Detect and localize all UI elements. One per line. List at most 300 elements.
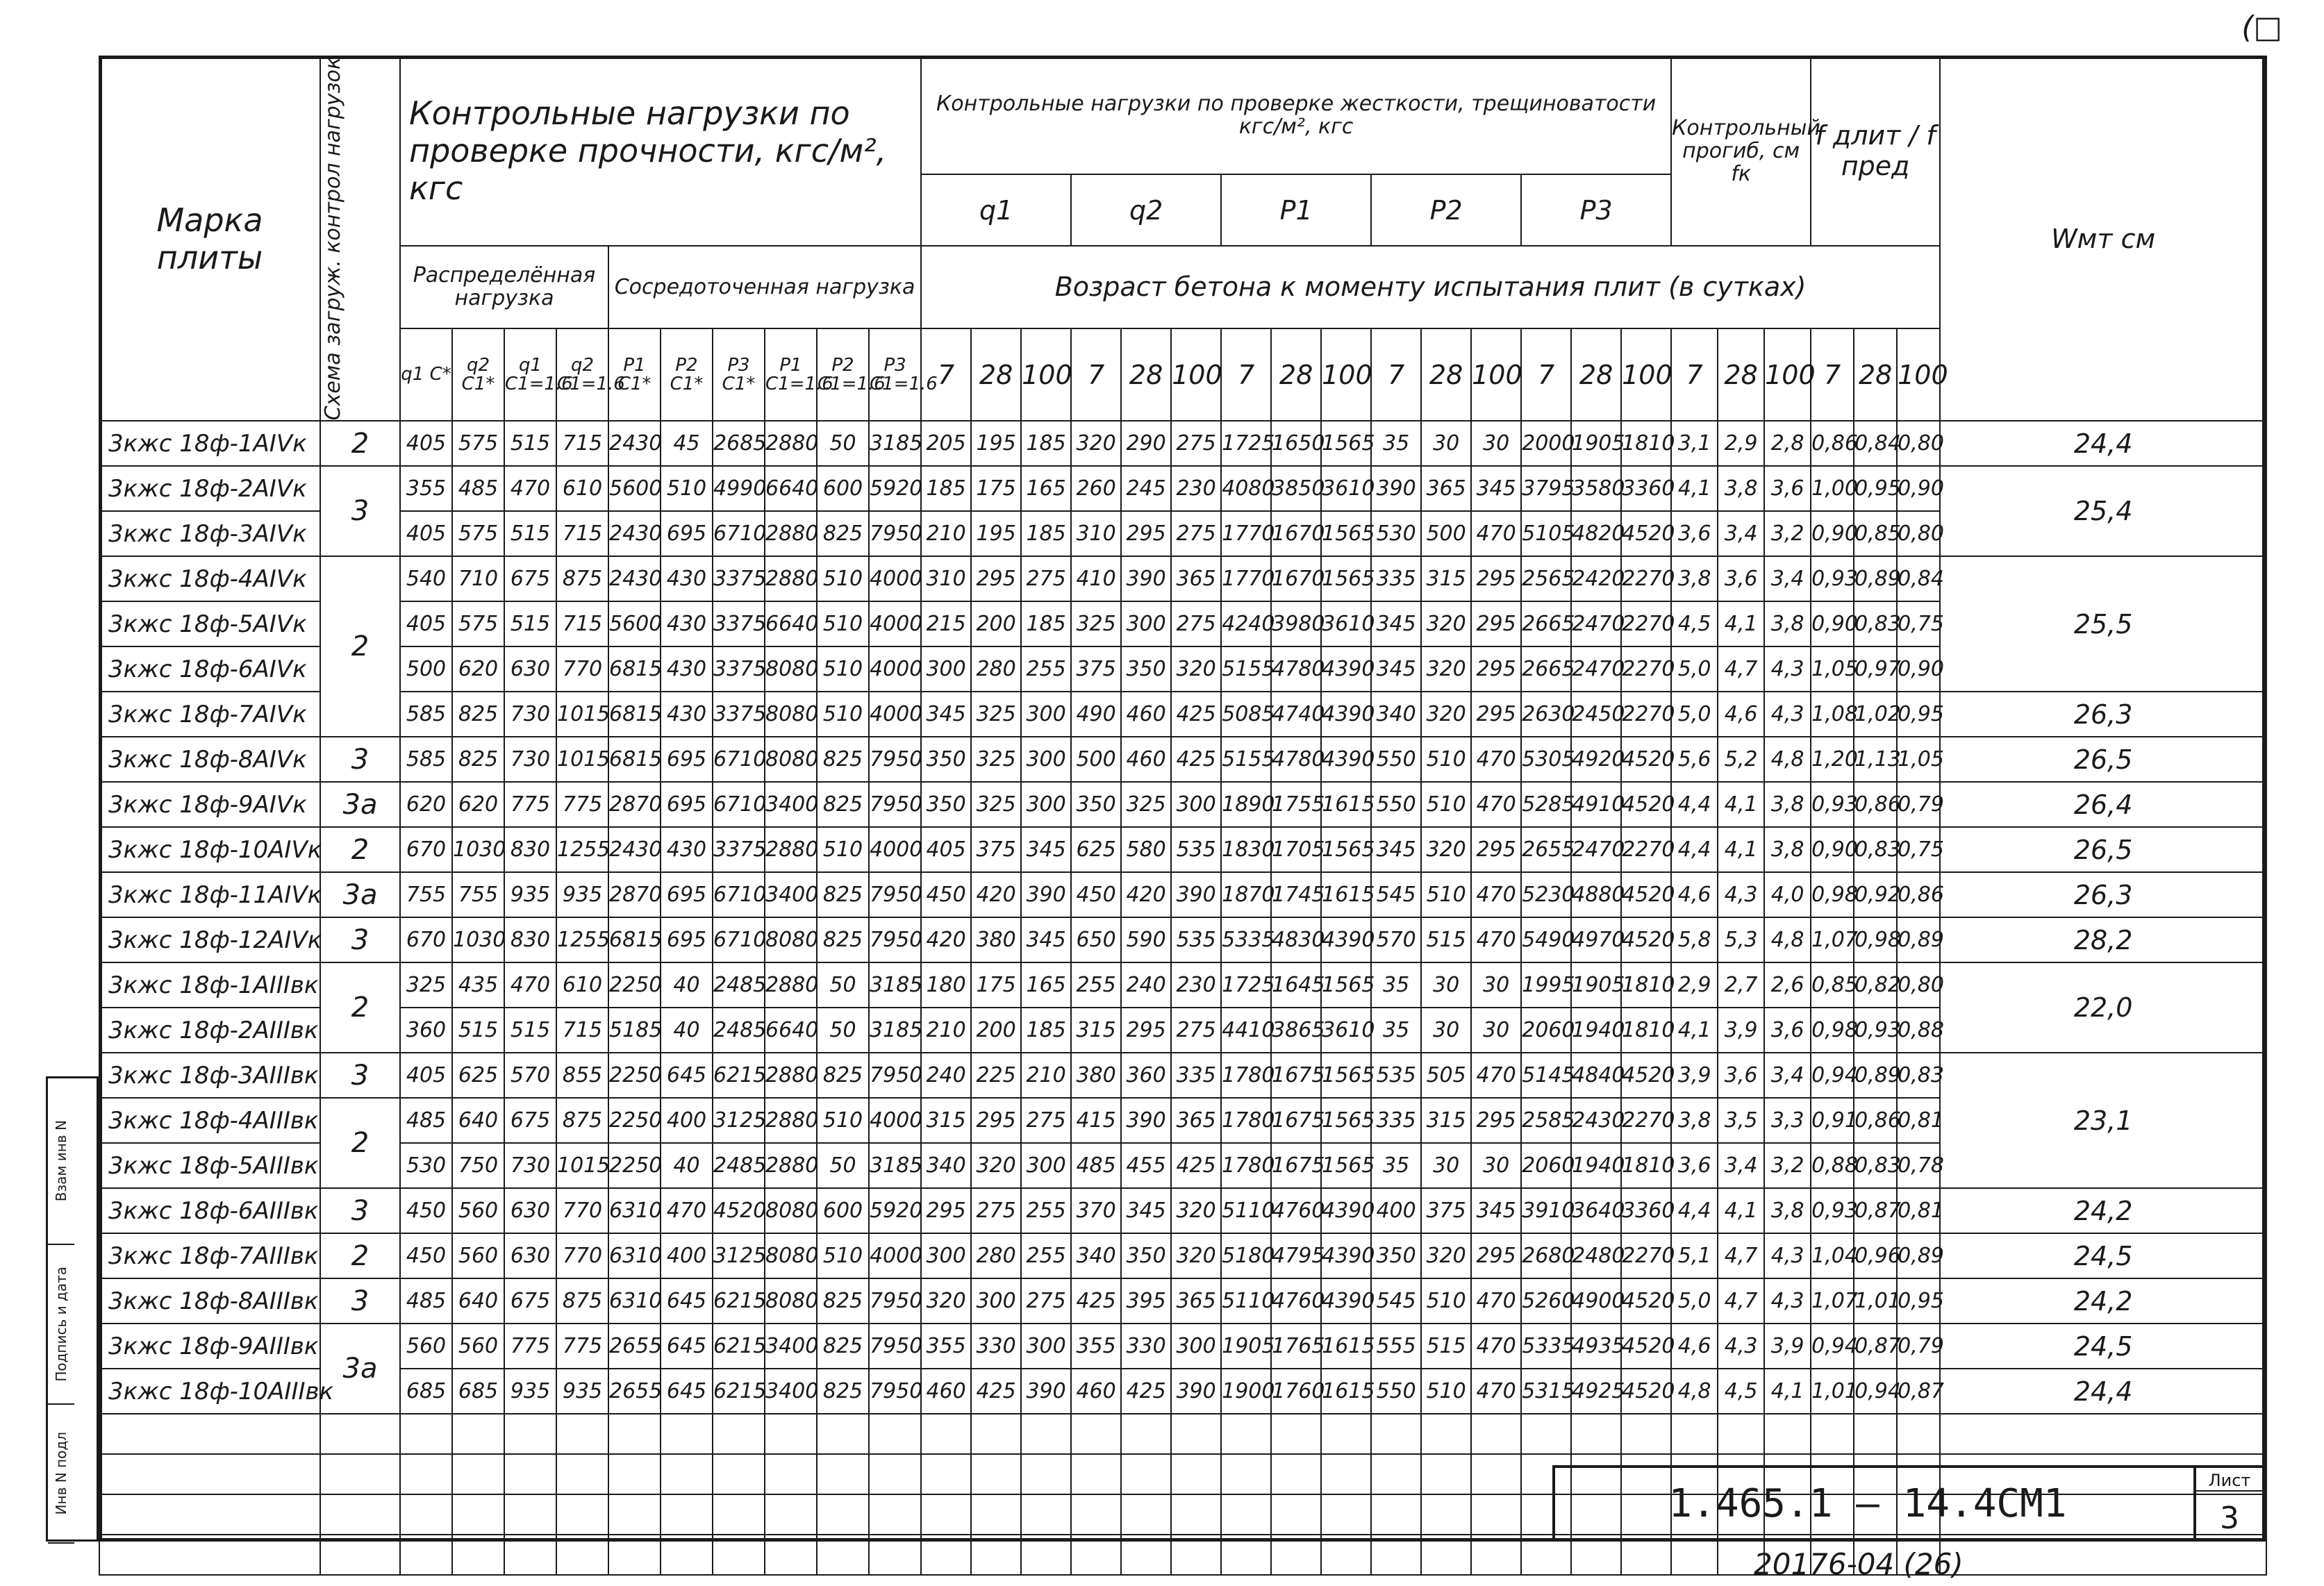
row-value: 40 [661, 1008, 713, 1053]
row-scheme: 3а [320, 1324, 400, 1414]
empty-cell [1811, 1414, 1854, 1454]
empty-cell [1121, 1494, 1171, 1535]
row-value: 460 [1121, 692, 1171, 737]
row-value: 325 [1121, 782, 1171, 827]
row-value: 1,08 [1811, 692, 1854, 737]
table-row [99, 917, 2266, 962]
row-value: 0,87 [1897, 1369, 1940, 1414]
row-value: 1780 [1221, 1053, 1271, 1098]
row-value: 300 [1021, 1324, 1071, 1369]
row-value: 0,94 [1854, 1369, 1897, 1414]
row-value: 0,79 [1897, 1324, 1940, 1369]
row-value: 0,96 [1854, 1233, 1897, 1278]
header-ratio: f длит / f пред [1811, 56, 1940, 246]
row-value: 195 [971, 511, 1021, 556]
row-value: 1,20 [1811, 737, 1854, 782]
row-value: 4520 [1621, 511, 1671, 556]
row-value: 405 [921, 827, 971, 872]
row-value: 2270 [1621, 827, 1671, 872]
row-mark: 3кжс 18ф-4АIIIвк [99, 1098, 320, 1143]
empty-cell [661, 1414, 713, 1454]
row-value: 3125 [713, 1098, 765, 1143]
empty-cell [1321, 1454, 1371, 1494]
empty-cell [400, 1535, 452, 1575]
row-value: 1905 [1571, 421, 1621, 466]
side-cell-original: Инв N подл [48, 1405, 74, 1544]
row-value: 0,87 [1854, 1324, 1897, 1369]
row-value: 5,6 [1671, 737, 1718, 782]
row-value: 7950 [869, 1324, 921, 1369]
row-value: 535 [1171, 917, 1221, 962]
row-value: 4,8 [1764, 737, 1811, 782]
row-value: 715 [556, 601, 608, 646]
row-value: 30 [1471, 421, 1521, 466]
row-value: 275 [1171, 1008, 1221, 1053]
row-value: 400 [1371, 1188, 1421, 1233]
row-value: 2250 [608, 1098, 661, 1143]
header-concentrated: Сосредоточенная нагрузка [608, 246, 921, 329]
row-value: 225 [971, 1053, 1021, 1098]
row-value: 750 [452, 1143, 504, 1188]
age-col-header: 28 [1854, 328, 1897, 421]
row-value: 1900 [1221, 1369, 1271, 1414]
row-value: 320 [1421, 601, 1471, 646]
row-value: 4,1 [1718, 782, 1764, 827]
row-value: 0,81 [1897, 1098, 1940, 1143]
row-value: 770 [556, 1188, 608, 1233]
header-q2: q2 [1071, 174, 1221, 245]
row-value: 215 [921, 601, 971, 646]
row-value: 4,8 [1764, 917, 1811, 962]
row-value: 4000 [869, 556, 921, 601]
strength-col-header: q2 C1* [452, 328, 504, 421]
row-mark: 3кжс 18ф-9АIIIвк [99, 1324, 320, 1369]
row-value: 365 [1171, 1278, 1221, 1324]
row-value: 1675 [1271, 1098, 1321, 1143]
row-value: 515 [504, 1008, 556, 1053]
row-value: 3185 [869, 421, 921, 466]
row-value: 2485 [713, 1143, 765, 1188]
row-value: 470 [1471, 917, 1521, 962]
row-mark: 3кжс 18ф-6АIIIвк [99, 1188, 320, 1233]
row-scheme: 2 [320, 1098, 400, 1188]
row-value: 30 [1471, 1008, 1521, 1053]
header-p1: P1 [1221, 174, 1371, 245]
row-value: 255 [1021, 646, 1071, 692]
row-value: 300 [1021, 1143, 1071, 1188]
row-value: 2430 [608, 556, 661, 601]
row-value: 1670 [1271, 556, 1321, 601]
row-value: 425 [1071, 1278, 1121, 1324]
row-value: 430 [661, 556, 713, 601]
row-value: 645 [661, 1369, 713, 1414]
row-value: 3,8 [1671, 556, 1718, 601]
row-value: 2880 [765, 1053, 817, 1098]
empty-cell [1021, 1535, 1071, 1575]
row-value: 2060 [1521, 1008, 1571, 1053]
row-value: 3,5 [1718, 1098, 1764, 1143]
row-value: 40 [661, 1143, 713, 1188]
row-value: 4390 [1321, 1188, 1371, 1233]
table-row [99, 1278, 2266, 1324]
row-value: 205 [921, 421, 971, 466]
row-value: 5105 [1521, 511, 1571, 556]
row-value: 2480 [1571, 1233, 1621, 1278]
row-value: 4840 [1571, 1053, 1621, 1098]
strength-col-header: P3 C1=1.6 [869, 328, 921, 421]
row-value: 470 [1471, 737, 1521, 782]
row-value: 695 [661, 872, 713, 917]
row-value: 345 [1471, 466, 1521, 511]
empty-cell [661, 1454, 713, 1494]
row-value: 4,1 [1718, 601, 1764, 646]
row-value: 2430 [1571, 1098, 1621, 1143]
row-value: 470 [1471, 511, 1521, 556]
empty-cell [1171, 1414, 1221, 1454]
row-value: 3375 [713, 601, 765, 646]
header-stiffness: Контрольные нагрузки по проверке жесткости, трещиноватости кгс/м², кгс [921, 56, 1671, 174]
row-value: 430 [661, 601, 713, 646]
row-value: 0,93 [1811, 782, 1854, 827]
row-mark: 3кжс 18ф-6АIVк [99, 646, 320, 692]
row-value: 35 [1371, 1008, 1421, 1053]
row-value: 4,3 [1764, 692, 1811, 737]
row-value: 6815 [608, 692, 661, 737]
row-value: 4000 [869, 692, 921, 737]
row-value: 325 [971, 692, 1021, 737]
row-value: 4,6 [1671, 1324, 1718, 1369]
row-value: 510 [1421, 1369, 1471, 1414]
row-value: 4,3 [1718, 1324, 1764, 1369]
row-mark: 3кжс 18ф-10АIVк [99, 827, 320, 872]
row-w: 24,2 [1940, 1188, 2266, 1233]
row-value: 245 [1121, 466, 1171, 511]
row-value: 6640 [765, 601, 817, 646]
row-value: 5085 [1221, 692, 1271, 737]
row-value: 1770 [1221, 511, 1271, 556]
row-value: 0,98 [1811, 872, 1854, 917]
row-value: 6215 [713, 1278, 765, 1324]
row-value: 3,6 [1671, 1143, 1718, 1188]
row-value: 0,83 [1854, 1143, 1897, 1188]
row-value: 1780 [1221, 1098, 1271, 1143]
empty-cell [1371, 1414, 1421, 1454]
empty-cell [504, 1454, 556, 1494]
empty-cell [1321, 1535, 1371, 1575]
row-value: 275 [1171, 421, 1221, 466]
row-value: 1765 [1271, 1324, 1321, 1369]
row-value: 345 [1371, 646, 1421, 692]
row-value: 6710 [713, 737, 765, 782]
row-value: 390 [1121, 1098, 1171, 1143]
row-value: 1675 [1271, 1143, 1321, 1188]
row-value: 405 [400, 511, 452, 556]
row-value: 4925 [1571, 1369, 1621, 1414]
row-value: 630 [504, 1233, 556, 1278]
row-value: 640 [452, 1098, 504, 1143]
row-value: 2420 [1571, 556, 1621, 601]
row-value: 290 [1121, 421, 1171, 466]
row-value: 255 [1071, 962, 1121, 1008]
row-value: 230 [1171, 962, 1221, 1008]
row-value: 0,95 [1897, 692, 1940, 737]
row-value: 4795 [1271, 1233, 1321, 1278]
row-value: 2250 [608, 962, 661, 1008]
row-value: 770 [556, 1233, 608, 1278]
empty-cell [608, 1535, 661, 1575]
row-value: 295 [1471, 601, 1521, 646]
row-value: 4000 [869, 1233, 921, 1278]
row-value: 4520 [1621, 872, 1671, 917]
row-value: 255 [1021, 1188, 1071, 1233]
empty-cell [921, 1535, 971, 1575]
row-value: 2485 [713, 1008, 765, 1053]
row-value: 30 [1421, 421, 1471, 466]
empty-cell [1071, 1494, 1121, 1535]
row-value: 30 [1421, 1143, 1471, 1188]
empty-cell [869, 1494, 921, 1535]
row-value: 260 [1071, 466, 1121, 511]
title-stamp [1552, 1465, 2266, 1542]
row-value: 505 [1421, 1053, 1471, 1098]
row-value: 6215 [713, 1369, 765, 1414]
age-col-header: 7 [1071, 328, 1121, 421]
row-value: 5,3 [1718, 917, 1764, 962]
empty-cell [1121, 1535, 1171, 1575]
empty-cell [452, 1494, 504, 1535]
row-value: 3185 [869, 1143, 921, 1188]
row-value: 2880 [765, 962, 817, 1008]
row-value: 320 [1421, 692, 1471, 737]
row-value: 825 [817, 1369, 869, 1414]
row-value: 2470 [1571, 827, 1621, 872]
row-value: 325 [971, 782, 1021, 827]
row-value: 3,4 [1718, 511, 1764, 556]
row-value: 670 [400, 827, 452, 872]
row-value: 4920 [1571, 737, 1621, 782]
row-value: 550 [1371, 782, 1421, 827]
row-value: 935 [556, 1369, 608, 1414]
header-age: Возраст бетона к моменту испытания плит (в сутках) [921, 246, 1940, 329]
row-value: 3,3 [1764, 1098, 1811, 1143]
row-value: 390 [1371, 466, 1421, 511]
row-value: 295 [1121, 1008, 1171, 1053]
row-value: 210 [1021, 1053, 1071, 1098]
row-value: 640 [452, 1278, 504, 1324]
row-value: 45 [661, 421, 713, 466]
row-value: 4820 [1571, 511, 1621, 556]
row-value: 855 [556, 1053, 608, 1098]
row-value: 515 [504, 601, 556, 646]
row-value: 175 [971, 466, 1021, 511]
row-value: 1615 [1321, 782, 1371, 827]
empty-cell [556, 1494, 608, 1535]
row-value: 185 [1021, 1008, 1071, 1053]
empty-cell [556, 1454, 608, 1494]
age-col-header: 7 [1811, 328, 1854, 421]
row-value: 4760 [1271, 1188, 1321, 1233]
table-row [99, 692, 2266, 737]
row-value: 3,6 [1718, 1053, 1764, 1098]
row-w: 24,4 [1940, 421, 2266, 466]
header-distributed: Распределённая нагрузка [400, 246, 608, 329]
row-mark: 3кжс 18ф-5АIIIвк [99, 1143, 320, 1188]
row-value: 825 [817, 917, 869, 962]
row-value: 35 [1371, 421, 1421, 466]
row-scheme: 3 [320, 466, 400, 556]
row-value: 630 [504, 646, 556, 692]
row-value: 315 [1071, 1008, 1121, 1053]
row-value: 300 [1021, 782, 1071, 827]
row-value: 510 [1421, 782, 1471, 827]
row-mark: 3кжс 18ф-7АIIIвк [99, 1233, 320, 1278]
row-value: 2880 [765, 1143, 817, 1188]
age-col-header: 100 [1321, 328, 1371, 421]
row-value: 40 [661, 962, 713, 1008]
row-w: 26,5 [1940, 737, 2266, 782]
row-value: 0,95 [1854, 466, 1897, 511]
row-value: 515 [504, 421, 556, 466]
row-value: 0,83 [1854, 601, 1897, 646]
empty-cell [1221, 1494, 1271, 1535]
row-value: 340 [1371, 692, 1421, 737]
empty-cell [99, 1414, 320, 1454]
row-value: 4780 [1271, 646, 1321, 692]
row-value: 425 [971, 1369, 1021, 1414]
table-row [99, 1324, 2266, 1369]
row-value: 350 [1121, 1233, 1171, 1278]
row-value: 1,04 [1811, 1233, 1854, 1278]
row-value: 4080 [1221, 466, 1271, 511]
row-value: 510 [1421, 1278, 1471, 1324]
row-value: 470 [1471, 1324, 1521, 1369]
row-value: 2,9 [1718, 421, 1764, 466]
row-value: 1015 [556, 737, 608, 782]
age-col-header: 100 [1897, 328, 1940, 421]
row-value: 4880 [1571, 872, 1621, 917]
empty-cell [1271, 1414, 1321, 1454]
row-value: 470 [1471, 1278, 1521, 1324]
age-col-header: 28 [1571, 328, 1621, 421]
row-value: 315 [921, 1098, 971, 1143]
empty-cell [1371, 1535, 1421, 1575]
row-scheme: 3 [320, 1278, 400, 1324]
row-value: 0,89 [1854, 556, 1897, 601]
strength-col-header: q2 C1=1.6 [556, 328, 608, 421]
row-value: 3,1 [1671, 421, 1718, 466]
row-value: 5,2 [1718, 737, 1764, 782]
header-deflection: Контрольный прогиб, см fк [1671, 56, 1811, 246]
row-value: 295 [1471, 827, 1521, 872]
row-value: 1565 [1321, 556, 1371, 601]
row-value: 0,93 [1854, 1008, 1897, 1053]
row-value: 570 [1371, 917, 1421, 962]
row-value: 2665 [1521, 646, 1571, 692]
row-value: 1015 [556, 692, 608, 737]
row-value: 375 [1071, 646, 1121, 692]
row-value: 625 [1071, 827, 1121, 872]
row-value: 2585 [1521, 1098, 1571, 1143]
row-value: 825 [817, 872, 869, 917]
row-value: 490 [1071, 692, 1121, 737]
row-w: 24,5 [1940, 1233, 2266, 1278]
row-value: 0,90 [1897, 646, 1940, 692]
row-value: 3,4 [1718, 1143, 1764, 1188]
empty-cell [713, 1535, 765, 1575]
row-value: 715 [556, 1008, 608, 1053]
row-value: 2655 [608, 1369, 661, 1414]
row-value: 670 [400, 917, 452, 962]
side-cell-signature: Подпись и дата [48, 1245, 74, 1405]
row-mark: 3кжс 18ф-3АIIIвк [99, 1053, 320, 1098]
row-value: 775 [504, 1324, 556, 1369]
row-value: 355 [921, 1324, 971, 1369]
row-value: 165 [1021, 466, 1071, 511]
row-value: 6310 [608, 1233, 661, 1278]
row-value: 295 [971, 556, 1021, 601]
empty-cell [608, 1414, 661, 1454]
row-scheme: 2 [320, 556, 400, 737]
row-value: 0,81 [1897, 1188, 1940, 1233]
row-value: 3375 [713, 556, 765, 601]
table-row [99, 421, 2266, 466]
row-scheme: 3а [320, 872, 400, 917]
row-value: 345 [1121, 1188, 1171, 1233]
row-value: 350 [1371, 1233, 1421, 1278]
row-value: 395 [1121, 1278, 1171, 1324]
row-value: 0,86 [1854, 782, 1897, 827]
row-value: 1615 [1321, 872, 1371, 917]
row-value: 730 [504, 692, 556, 737]
empty-cell [320, 1535, 400, 1575]
row-value: 390 [1171, 1369, 1221, 1414]
row-value: 35 [1371, 962, 1421, 1008]
row-value: 7950 [869, 1369, 921, 1414]
row-value: 295 [971, 1098, 1021, 1143]
row-value: 4,5 [1718, 1369, 1764, 1414]
row-value: 4,7 [1718, 1233, 1764, 1278]
row-value: 585 [400, 692, 452, 737]
row-value: 5335 [1221, 917, 1271, 962]
age-col-header: 100 [1171, 328, 1221, 421]
empty-cell [1421, 1494, 1471, 1535]
row-value: 325 [400, 962, 452, 1008]
row-value: 4,5 [1671, 601, 1718, 646]
table-row [99, 872, 2266, 917]
empty-cell [921, 1454, 971, 1494]
row-value: 560 [452, 1233, 504, 1278]
row-mark: 3кжс 18ф-11АIVк [99, 872, 320, 917]
row-value: 35 [1371, 1143, 1421, 1188]
empty-cell [971, 1535, 1021, 1575]
row-value: 4390 [1321, 1278, 1371, 1324]
row-value: 775 [556, 782, 608, 827]
row-value: 715 [556, 421, 608, 466]
row-value: 1940 [1571, 1008, 1621, 1053]
row-value: 345 [1021, 827, 1071, 872]
row-value: 0,94 [1811, 1053, 1854, 1098]
row-value: 485 [400, 1278, 452, 1324]
row-value: 3400 [765, 1324, 817, 1369]
empty-cell [1571, 1414, 1621, 1454]
row-value: 295 [1121, 511, 1171, 556]
row-value: 2870 [608, 872, 661, 917]
row-value: 770 [556, 646, 608, 692]
age-col-header: 100 [1764, 328, 1811, 421]
row-value: 4520 [1621, 1053, 1671, 1098]
empty-cell [504, 1494, 556, 1535]
row-value: 1,05 [1897, 737, 1940, 782]
